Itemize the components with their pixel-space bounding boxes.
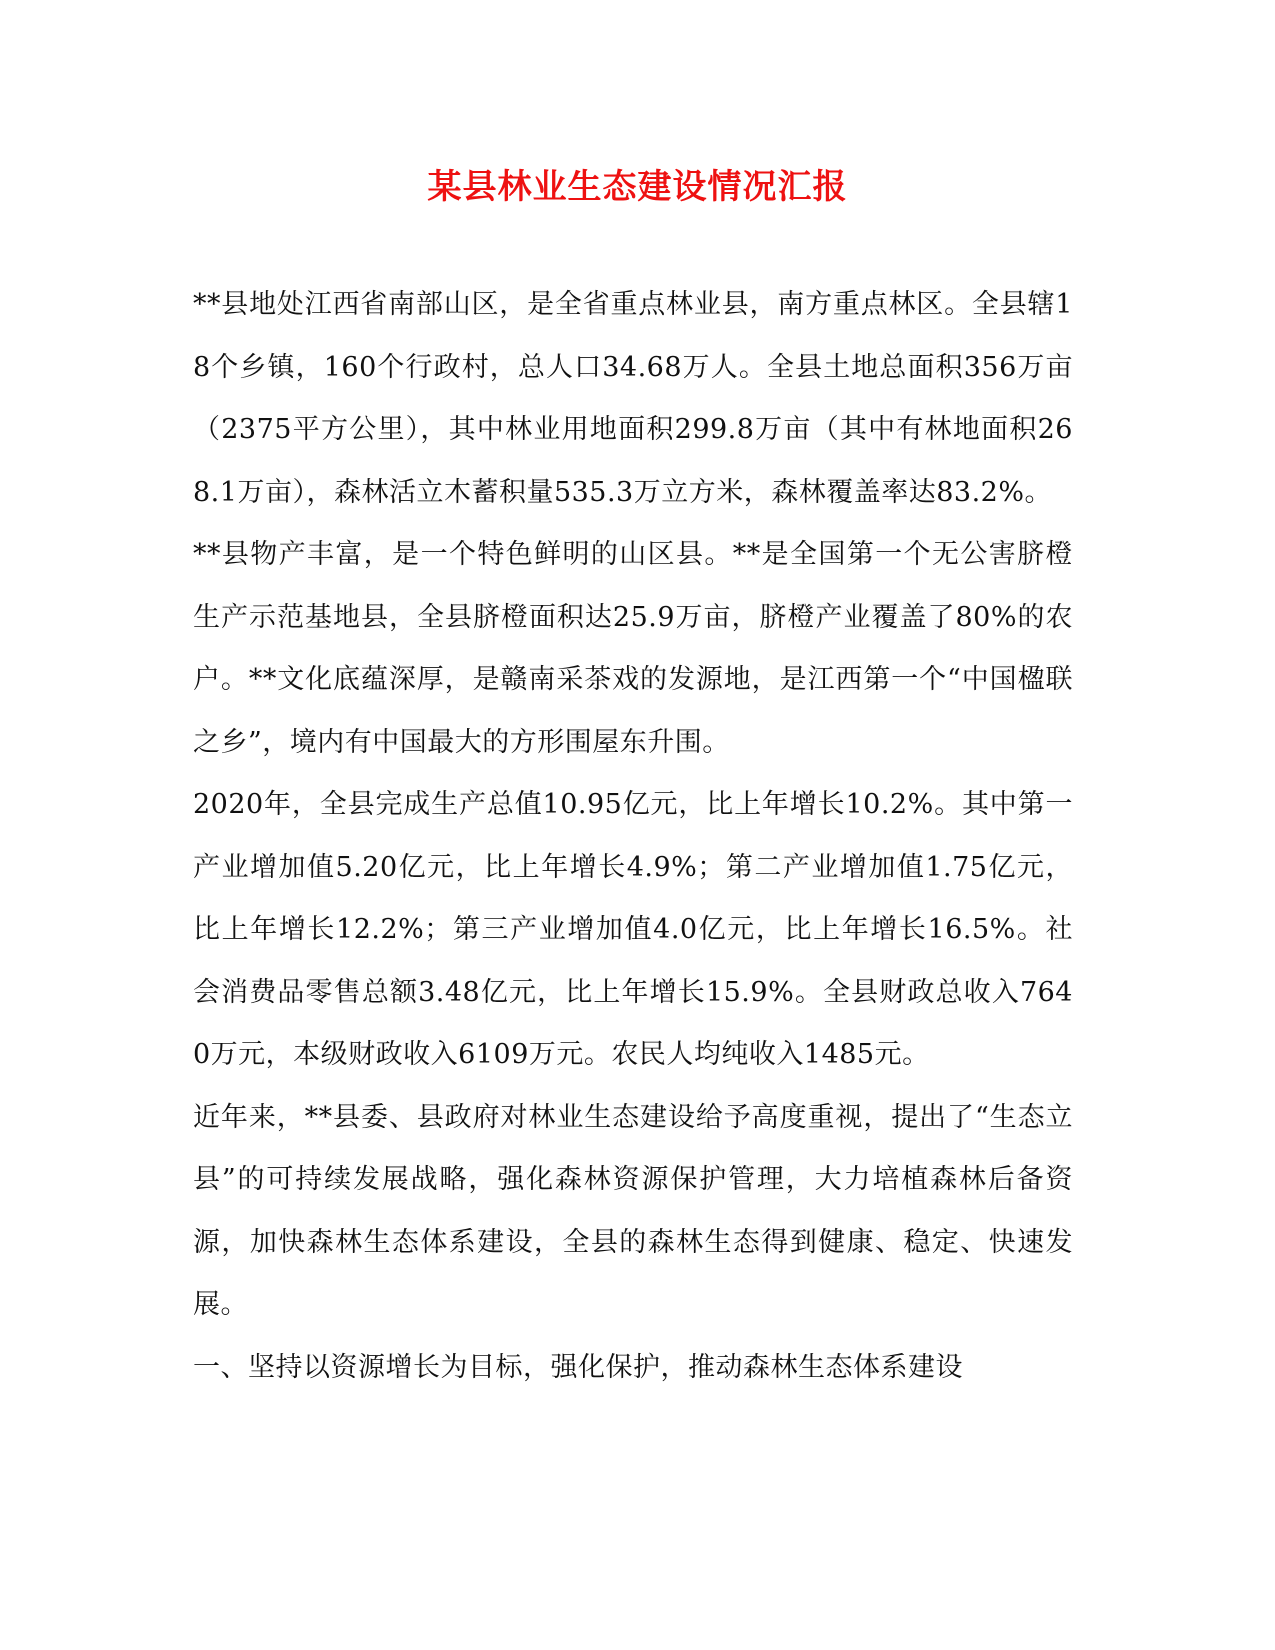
paragraph-county-overview: **县地处江西省南部山区，是全省重点林业县，南方重点林区。全县辖18个乡镇，160个行政村，总人口34.68万人。全县土地总面积356万亩（2375平方公里），其中林业用地面积299.8万亩（其中有林地面积268.1万亩），森林活立木蓄积量535.3万立方米，森林覆盖率达83.2%。 — [193, 289, 1073, 508]
paragraph-economy-2020: 2020年，全县完成生产总值10.95亿元，比上年增长10.2%。其中第一产业增加值5.20亿元，比上年增长4.9%；第二产业增加值1.75亿元，比上年增长12.2%；第三产业增加值4.0亿元，比上年增长16.5%。社会消费品零售总额3.48亿元，比上年增长15.9%。全县财政总收入7640万元，本级财政收入6109万元。农民人均纯收入1485元。 — [193, 789, 1073, 1070]
paragraph-ecology-strategy: 近年来，**县委、县政府对林业生态建设给予高度重视，提出了“生态立县”的可持续发展战略，强化森林资源保护管理，大力培植森林后备资源，加快森林生态体系建设，全县的森林生态得到健康、稳定、快速发展。 — [193, 1101, 1073, 1320]
document-title: 某县林业生态建设情况汇报 — [427, 167, 848, 207]
section-heading-1: 一、坚持以资源增长为目标，强化保护，推动森林生态体系建设 — [193, 1351, 963, 1383]
paragraph-products-culture: **县物产丰富，是一个特色鲜明的山区县。**是全国第一个无公害脐橙生产示范基地县，全县脐橙面积达25.9万亩，脐橙产业覆盖了80%的农户。**文化底蕴深厚，是赣南采茶戏的发源地，是江西第一个“中国楹联之乡”，境内有中国最大的方形围屋东升围。 — [193, 539, 1073, 758]
document-body — [193, 274, 1073, 1399]
